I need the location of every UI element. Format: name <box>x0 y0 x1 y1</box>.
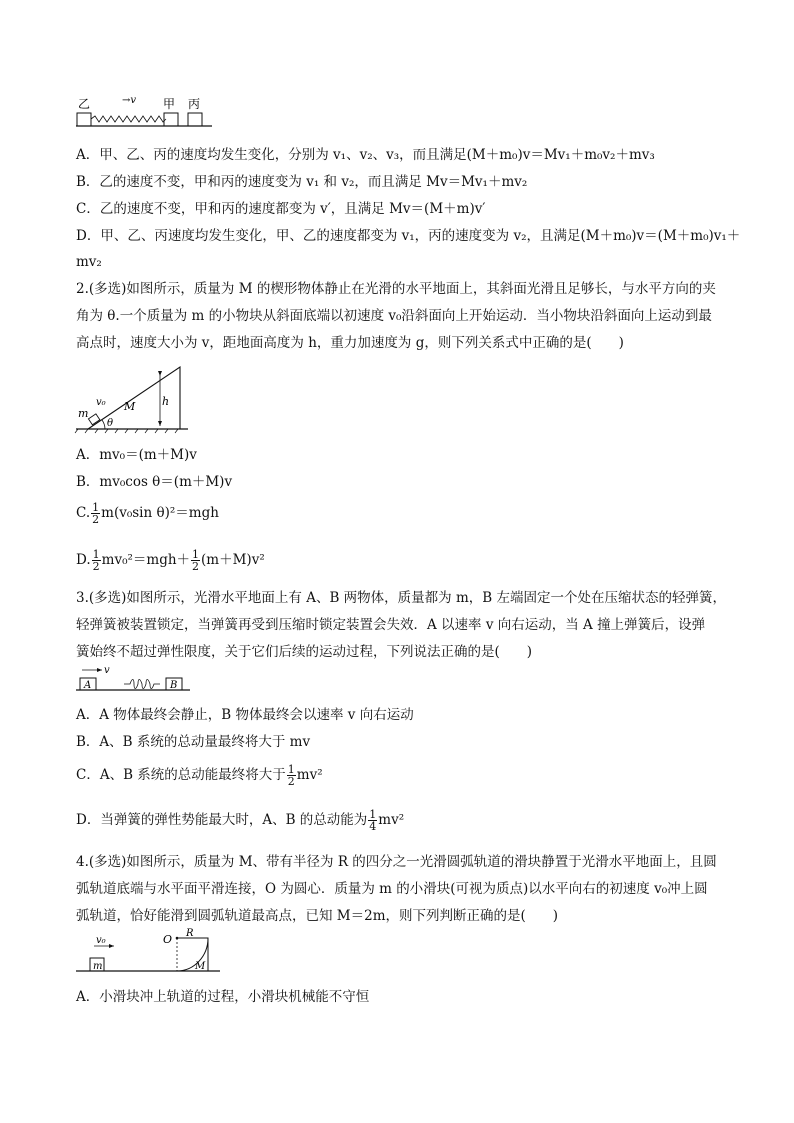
q1-figure <box>74 95 214 129</box>
q1-option-d: D．甲、乙、丙速度均发生变化，甲、乙的速度都变为 v₁，丙的速度变为 v₂，且满足(M＋m₀)v＝(M＋m₀)v₁＋ <box>76 228 741 244</box>
q3-option-c-fraction: $\frac{1}{2}$ <box>287 763 295 788</box>
q2-label-big-m: M <box>124 400 136 413</box>
q2-option-c-fraction: $\frac{1}{2}$ <box>92 501 100 526</box>
q3-figure-svg <box>74 664 194 694</box>
q3-option-c-rest: mv² <box>296 767 323 783</box>
q4-stem-line-2: 弧轨道底端与水平面平滑连接，O 为圆心．质量为 m 的小滑块(可视为质点)以水平向右的初速度 v₀冲上圆 <box>76 881 708 897</box>
q2-label-m: m <box>78 407 89 420</box>
q1-label-v: →v <box>122 95 137 106</box>
q1-figure-svg <box>74 95 214 129</box>
q2-option-c <box>76 500 219 526</box>
q3-stem-line-3: 簧始终不超过弹性限度，关于它们后续的运动过程，下列说法正确的是( ) <box>76 644 533 660</box>
q2-label-h: h <box>162 395 170 408</box>
q1-option-b: B．乙的速度不变，甲和丙的速度变为 v₁ 和 v₂，而且满足 Mv＝Mv₁＋mv₂ <box>76 174 528 190</box>
q3-figure <box>74 664 194 694</box>
q3-option-c <box>76 762 323 788</box>
q3-option-d-fraction: $\frac{1}{4}$ <box>369 808 377 833</box>
q2-option-d-rest: (m＋M)v² <box>201 552 265 568</box>
q2-option-d-fraction-1: $\frac{1}{2}$ <box>92 548 100 573</box>
q1-label-yi: 乙 <box>78 97 91 111</box>
q3-option-d <box>76 807 404 833</box>
q3-label-v: v <box>104 665 110 676</box>
q4-figure-svg <box>74 928 224 974</box>
q4-option-a: A．小滑块冲上轨道的过程，小滑块机械能不守恒 <box>76 989 370 1005</box>
q4-figure <box>74 928 224 974</box>
q3-label-a: A <box>84 680 92 691</box>
q3-option-a: A．A 物体最终会静止，B 物体最终会以速率 v 向右运动 <box>76 707 414 723</box>
q4-label-v0: v₀ <box>96 935 106 946</box>
q2-option-d-mid: mv₀²＝mgh＋ <box>101 552 191 568</box>
q3-option-d-rest: mv² <box>378 812 405 828</box>
q2-option-c-rest: m(v₀sin θ)²＝mgh <box>101 505 219 521</box>
q2-label-v0: v₀ <box>96 397 106 408</box>
q4-label-big-m: M <box>195 961 206 972</box>
q3-option-b: B．A、B 系统的总动量最终将大于 mv <box>76 734 311 750</box>
q4-stem-line-1: 4.(多选)如图所示，质量为 M、带有半径为 R 的四分之一光滑圆弧轨道的滑块静置于光滑水平地面上，且圆 <box>76 854 717 870</box>
q2-option-d-fraction-2: $\frac{1}{2}$ <box>192 548 200 573</box>
q1-option-d-cont: mv₂ <box>76 254 102 270</box>
q2-option-a: A．mv₀＝(m＋M)v <box>76 447 197 463</box>
q3-option-c-prefix: C．A、B 系统的总动能最终将大于 <box>76 767 286 783</box>
q3-label-b: B <box>170 680 178 691</box>
q4-label-m: m <box>93 961 103 972</box>
q4-stem-line-3: 弧轨道，恰好能滑到圆弧轨道最高点，已知 M＝2m，则下列判断正确的是( ) <box>76 908 559 924</box>
q2-option-d-prefix: D. <box>76 552 91 568</box>
q2-stem-line-3: 高点时，速度大小为 v，距地面高度为 h，重力加速度为 g，则下列关系式中正确的是( ) <box>76 335 624 351</box>
q1-label-jia: 甲 <box>163 97 176 111</box>
q1-label-bing: 丙 <box>188 97 201 111</box>
q1-option-a: A．甲、乙、丙的速度均发生变化，分别为 v₁、v₂、v₃，而且满足(M＋m₀)v＝Mv₁＋m₀v₂＋mv₃ <box>76 147 655 163</box>
q2-figure-svg <box>74 363 194 435</box>
q4-label-o: O <box>163 933 173 946</box>
q4-label-r: R <box>186 928 194 939</box>
q2-option-d <box>76 547 265 573</box>
q3-option-d-prefix: D．当弹簧的弹性势能最大时，A、B 的总动能为 <box>76 812 368 828</box>
q2-option-c-prefix: C. <box>76 505 91 521</box>
q2-stem-line-2: 角为 θ.一个质量为 m 的小物块从斜面底端以初速度 v₀沿斜面向上开始运动．当小物块沿斜面向上运动到最 <box>76 308 712 324</box>
q3-stem-line-1: 3.(多选)如图所示，光滑水平地面上有 A、B 两物体，质量都为 m，B 左端固定一个处在压缩状态的轻弹簧， <box>76 590 726 606</box>
q2-label-theta: θ <box>107 418 114 429</box>
q2-option-b: B．mv₀cos θ＝(m＋M)v <box>76 474 233 490</box>
q2-figure <box>74 363 194 435</box>
q1-option-c: C．乙的速度不变，甲和丙的速度都变为 v′，且满足 Mv＝(M＋m)v′ <box>76 201 486 217</box>
q3-stem-line-2: 轻弹簧被装置锁定，当弹簧再受到压缩时锁定装置会失效．A 以速率 v 向右运动，当 A 撞上弹簧后，设弹 <box>76 617 706 633</box>
q2-stem-line-1: 2.(多选)如图所示，质量为 M 的楔形物体静止在光滑的水平地面上，其斜面光滑且足够长，与水平方向的夹 <box>76 281 716 297</box>
